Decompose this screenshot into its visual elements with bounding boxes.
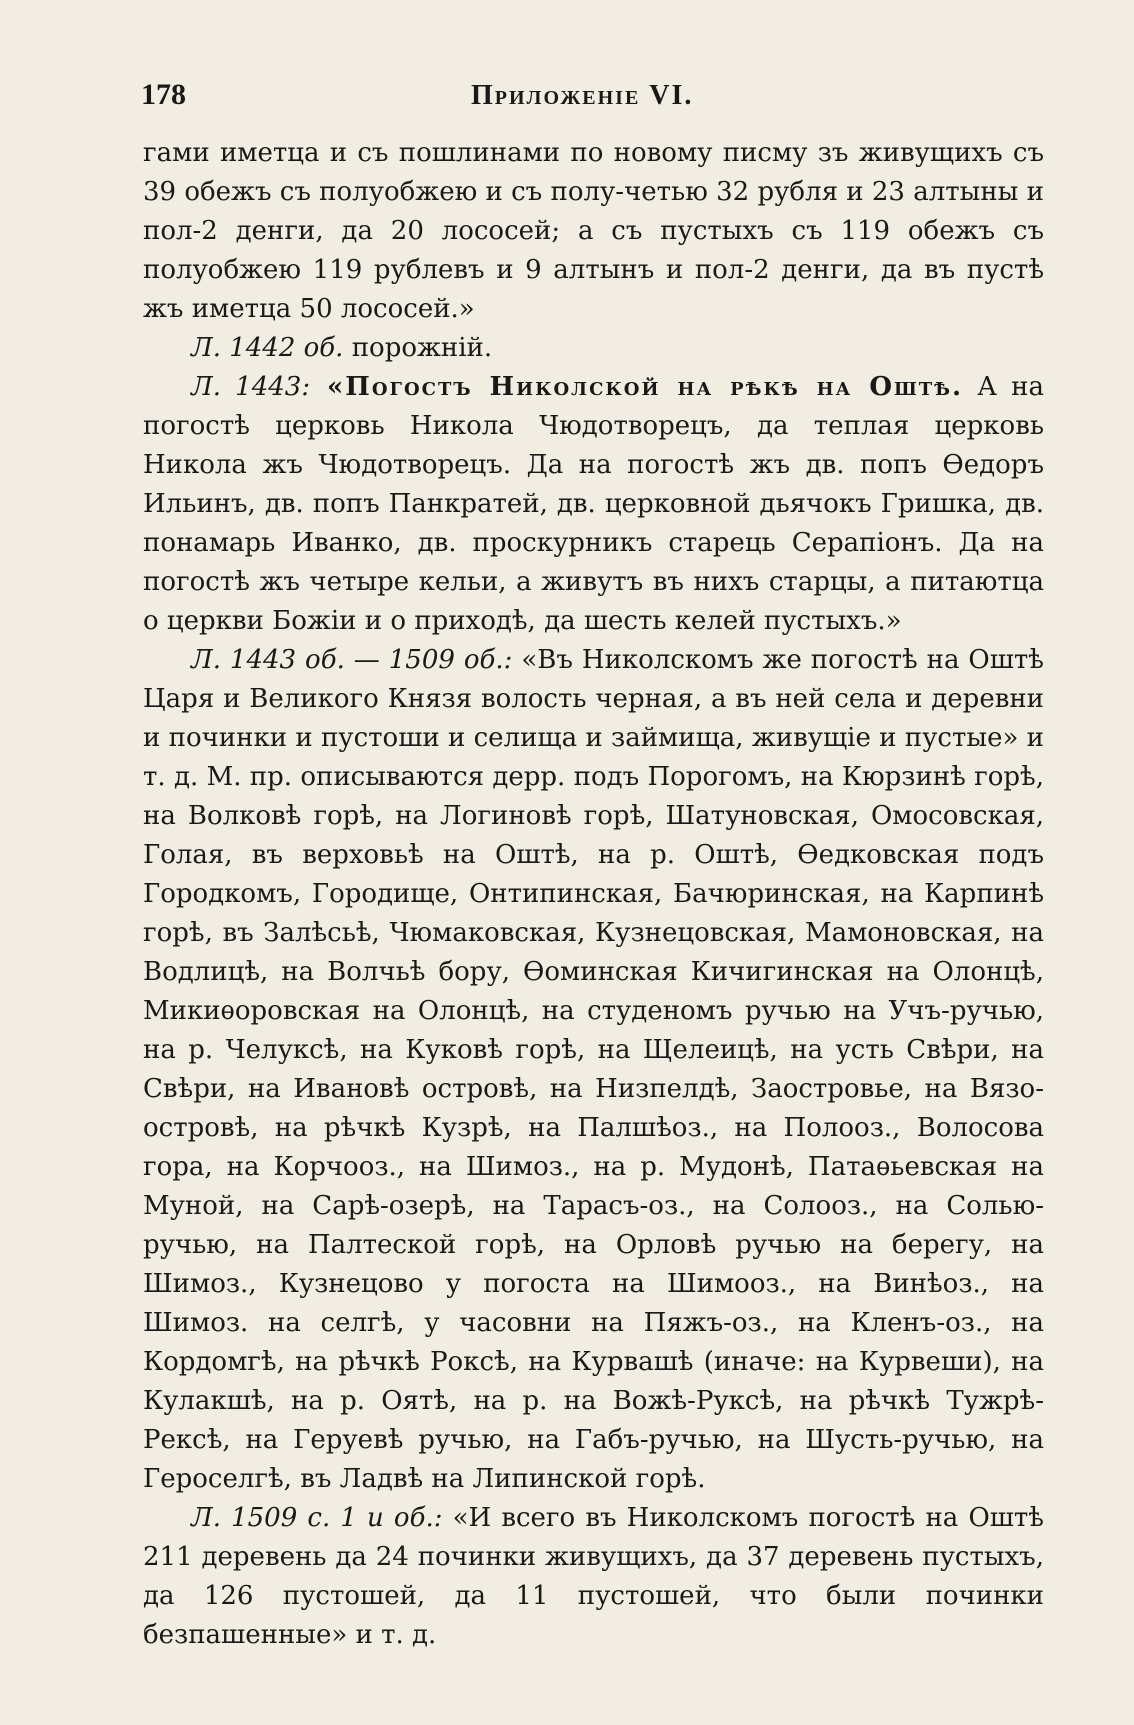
pogost-heading: «Погостъ Николской на рѣкѣ на Оштѣ. (310, 372, 964, 402)
folio-reference: Л. 1443: (191, 372, 311, 402)
body-text (143, 134, 1044, 1655)
folio-reference: Л. 1443 об. — 1509 об.: (191, 645, 513, 675)
paragraph-text: гами иметца и съ пошлинами по новому писму зъ живущихъ съ 39 обежъ съ полуобжею и съ полу-четью 32 рубля и 23 алтыны и пол-2 денги, да 20 лососей; а съ пустыхъ съ 119 обежъ съ полуобжею 119 рублевъ и 9 алтынъ и пол-2 денги, да въ пустѣ жъ иметца 50 лососей.» (143, 138, 1044, 324)
paragraph-text: А на погостѣ церковь Никола Чюдотворецъ, да теплая церковь Никола жъ Чюдотворецъ. Да на погостѣ жъ дв. попъ Ѳедоръ Ильинъ, дв. попъ Панкратей, дв. церковной дьячокъ Гришка, дв. понамарь Иванко, дв. проскурникъ старець Серапіонъ. Да на погостѣ жъ четыре кельи, а живутъ въ нихъ старцы, а питаютца о церкви Божіи и о приходѣ, да шесть келей пустыхъ.» (143, 372, 1044, 636)
paragraph-5 (143, 1499, 1044, 1655)
paragraph-1 (143, 134, 1044, 329)
paragraph-text: «Въ Николскомъ же погостѣ на Оштѣ Царя и Великого Князя волость черная, а въ ней села и деревни и починки и пустоши и селища и займища, живущіе и пустые» и т. д. М. пр. описываются дерр. подъ Порогомъ, на Кюрзинѣ горѣ, на Волковѣ горѣ, на Логиновѣ горѣ, Шатуновская, Омосовская, Голая, въ верховьѣ на Оштѣ, на р. Оштѣ, Ѳедковская подъ Городкомъ, Городище, Онтипинская, Бачюринская, на Карпинѣ горѣ, въ Залѣсьѣ, Чюмаковская, Кузнецовская, Мамоновская, на Водлицѣ, на Волчьѣ бору, Ѳоминская Кичигинская на Олонцѣ, Микиѳоровская на Олонцѣ, на студеномъ ручью на Учъ-ручью, на р. Челуксѣ, на Куковѣ горѣ, на Щелеицѣ, на усть Свѣри, на Свѣри, на Ивановѣ островѣ, на Низпелдѣ, Заостровье, на Вязо-островѣ, на рѣчкѣ Кузрѣ, на Палшѣоз., на Полооз., Волосова гора, на Корчооз., на Шимоз., на р. Мудонѣ, Патаѳьевская на Муной, на Сарѣ-озерѣ, на Тарасъ-оз., на Солооз., на Солью-ручью, на Палтеской горѣ, на Орловѣ ручью на берегу, на Шимоз., Кузнецово у погоста на Шимооз., на Винѣоз., на Шимоз. на селгѣ, у часовни на Пяжъ-оз., на Кленъ-оз., на Кордомгѣ, на рѣчкѣ Роксѣ, на Курвашѣ (иначе: на Курвеши), на Кулакшѣ, на р. Оятѣ, на р. на Вожѣ-Руксѣ, на рѣчкѣ Тужрѣ-Рексѣ, на Геруевѣ ручью, на Габъ-ручью, на Шусть-ручью, на Героселгѣ, въ Ладвѣ на Липинской горѣ. (143, 645, 1044, 1494)
paragraph-2 (143, 329, 1044, 368)
folio-reference: Л. 1442 об. (191, 333, 344, 363)
paragraph-4 (143, 641, 1044, 1499)
paragraph-text: порожній. (343, 333, 493, 363)
folio-reference: Л. 1509 с. 1 и об.: (191, 1503, 443, 1533)
running-title: Приложеніе VI. (471, 80, 694, 111)
running-head (143, 78, 1044, 126)
page-number: 178 (141, 78, 186, 111)
paragraph-3 (143, 368, 1044, 641)
paragraph-text: «И всего въ Николскомъ погостѣ на Оштѣ 211 деревень да 24 починки живущихъ, да 37 деревень пустыхъ, да 126 пустошей, да 11 пустошей, что были починки безпашенные» и т. д. (143, 1503, 1044, 1650)
